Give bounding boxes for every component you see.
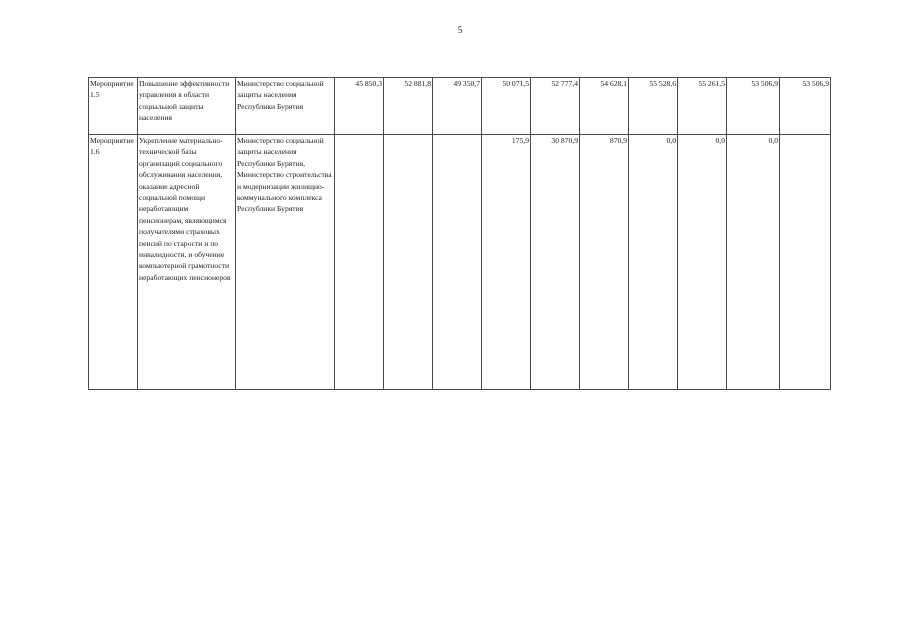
measure-code-cell: Мероприятие 1.6 <box>89 135 138 390</box>
value-cell: 49 350,7 <box>433 78 482 135</box>
value-cell: 0,0 <box>727 135 780 390</box>
budget-table <box>88 77 831 390</box>
measure-name-cell: Укрепление материально-технической базы организаций социального обслуживания населения, оказание адресной социальной помощи неработающим пенсионерам, являющимся получателями страховых пенсий по старости и по инвалидности, и обучение компьютерной грамотности неработающих пенсионеров <box>138 135 236 390</box>
value-cell: 50 071,5 <box>482 78 531 135</box>
value-cell: 53 506,9 <box>727 78 780 135</box>
executor-cell: Министерство социальной защиты населения Республики Бурятия <box>236 78 335 135</box>
measure-name-cell: Повышение эффективности управления в области социальной защиты населения <box>138 78 236 135</box>
value-cell: 0,0 <box>678 135 727 390</box>
table-row <box>89 78 831 135</box>
executor-cell: Министерство социальной защиты населения Республики Бурятия, Министерство строительства и модернизации жилищно-коммунального комплекса Республики Бурятия <box>236 135 335 390</box>
value-cell: 52 777,4 <box>531 78 580 135</box>
value-cell: 870,9 <box>580 135 629 390</box>
value-cell: 52 881,8 <box>384 78 433 135</box>
value-cell: 54 628,1 <box>580 78 629 135</box>
value-cell: 45 850,3 <box>335 78 384 135</box>
value-cell: 0,0 <box>629 135 678 390</box>
value-cell: 30 870,9 <box>531 135 580 390</box>
value-cell: 175,9 <box>482 135 531 390</box>
value-cell: 53 506,9 <box>780 78 831 135</box>
value-cell <box>780 135 831 390</box>
table-row <box>89 135 831 390</box>
value-cell <box>335 135 384 390</box>
value-cell <box>384 135 433 390</box>
value-cell <box>433 135 482 390</box>
value-cell: 55 261,5 <box>678 78 727 135</box>
measure-code-cell: Мероприятие 1.5 <box>89 78 138 135</box>
page-number: 5 <box>457 25 463 35</box>
value-cell: 55 528,6 <box>629 78 678 135</box>
